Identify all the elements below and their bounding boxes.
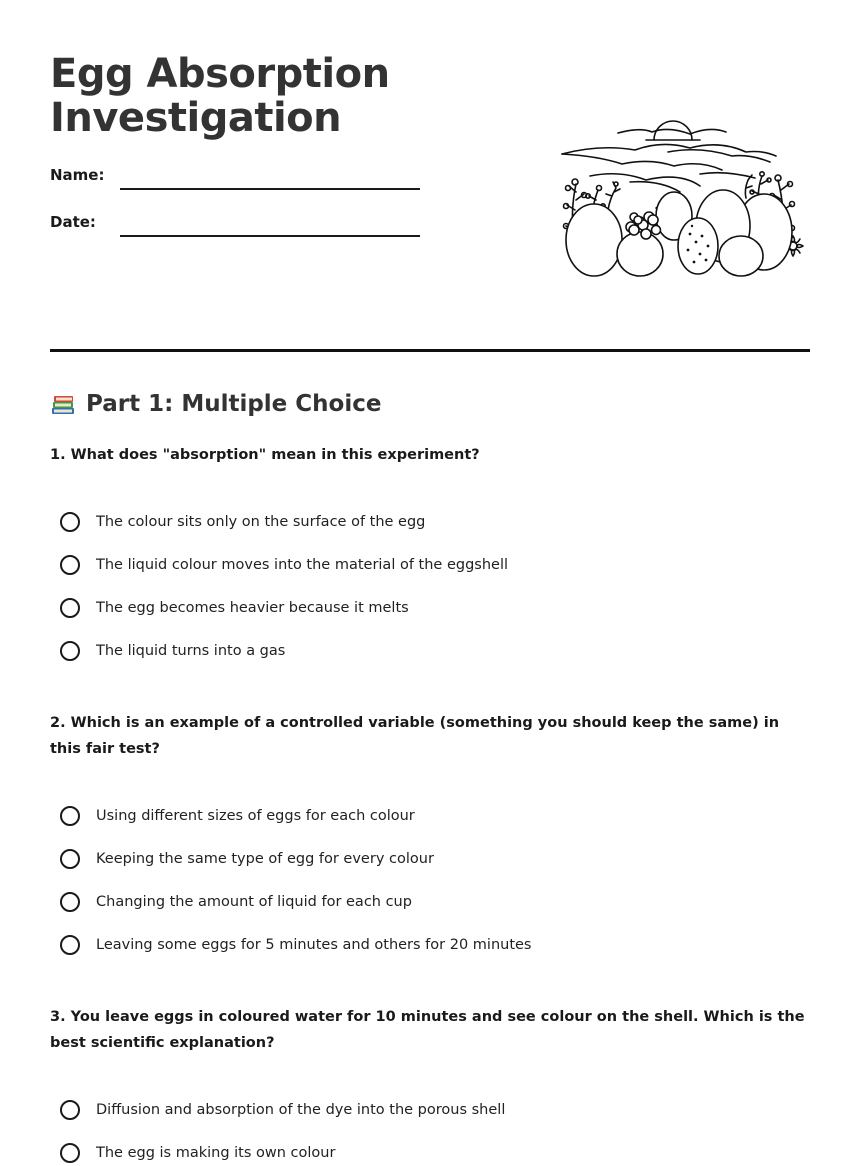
question-2-option-2[interactable] <box>60 846 434 872</box>
name-line[interactable] <box>120 188 420 190</box>
question-1-option-1[interactable] <box>60 509 425 535</box>
question-2: 2. Which is an example of a controlled variable (something you should keep the same) in this fair test? <box>50 715 780 757</box>
question-1: 1. What does "absorption" mean in this experiment? <box>50 447 480 463</box>
question-3-option-2[interactable] <box>60 1140 335 1166</box>
section-divider <box>50 349 810 352</box>
option-label: Leaving some eggs for 5 minutes and others for 20 minutes <box>96 937 532 953</box>
option-label: The liquid colour moves into the material of the eggshell <box>96 557 508 573</box>
radio-button[interactable] <box>60 849 80 869</box>
radio-button[interactable] <box>60 555 80 575</box>
question-1-option-4[interactable] <box>60 638 285 664</box>
question-1-option-3[interactable] <box>60 595 409 621</box>
radio-button[interactable] <box>60 641 80 661</box>
option-label: Diffusion and absorption of the dye into the porous shell <box>96 1102 506 1118</box>
name-field <box>50 166 430 196</box>
radio-button[interactable] <box>60 1100 80 1120</box>
option-label: The liquid turns into a gas <box>96 643 286 659</box>
question-3: 3. You leave eggs in coloured water for 10 minutes and see colour on the shell. Which is the best scientific explanation? <box>50 1009 805 1051</box>
page-title: Egg Absorption Investigation <box>50 51 390 141</box>
radio-button[interactable] <box>60 806 80 826</box>
name-label: Name: <box>50 166 105 184</box>
part1-heading <box>50 388 381 420</box>
easter-eggs-landscape-illustration <box>550 100 810 290</box>
option-label: Using different sizes of eggs for each colour <box>96 808 415 824</box>
question-2-option-3[interactable] <box>60 889 412 915</box>
option-label: Changing the amount of liquid for each cup <box>96 894 412 910</box>
date-field <box>50 213 430 243</box>
question-3-option-1[interactable] <box>60 1097 505 1123</box>
section-title: Part 1: Multiple Choice <box>86 391 382 417</box>
question-2-option-1[interactable] <box>60 803 415 829</box>
radio-button[interactable] <box>60 892 80 912</box>
option-label: The colour sits only on the surface of the egg <box>96 514 426 530</box>
books-icon <box>50 391 76 417</box>
question-1-option-2[interactable] <box>60 552 508 578</box>
worksheet-page <box>50 0 810 1161</box>
radio-button[interactable] <box>60 1143 80 1163</box>
option-label: Keeping the same type of egg for every colour <box>96 851 434 867</box>
date-label: Date: <box>50 213 96 231</box>
question-2-option-4[interactable] <box>60 932 531 958</box>
date-line[interactable] <box>120 235 420 237</box>
radio-button[interactable] <box>60 935 80 955</box>
option-label: The egg becomes heavier because it melts <box>96 600 409 616</box>
radio-button[interactable] <box>60 598 80 618</box>
option-label: The egg is making its own colour <box>96 1145 336 1161</box>
radio-button[interactable] <box>60 512 80 532</box>
